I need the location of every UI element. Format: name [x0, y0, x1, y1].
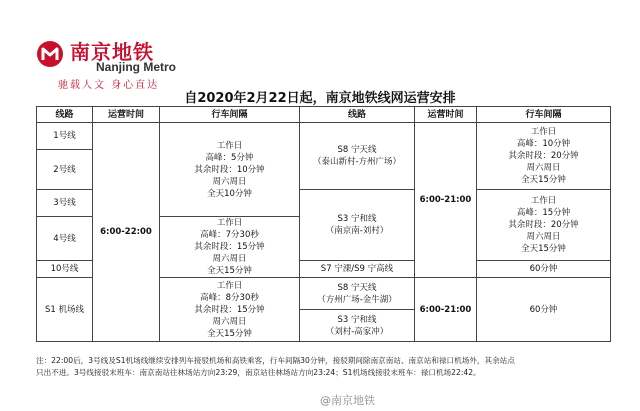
line-10: 10号线 — [37, 261, 93, 278]
line-name: S3 宁和线 — [337, 314, 377, 325]
line-s7-s9: S7 宁溧/S9 宁高线 — [300, 261, 415, 278]
right-hours-a: 6:00-21:00 — [415, 123, 477, 278]
interval-text: 全天15分钟 — [521, 244, 566, 254]
header-hours: 运营时间 — [415, 107, 477, 123]
right-hours-b: 6:00-21:00 — [415, 278, 477, 342]
header-interval: 行车间隔 — [477, 107, 611, 123]
line-section: （泰山新村-方州广场） — [312, 157, 402, 167]
interval-text: 高峰：5分钟 — [205, 152, 254, 163]
interval-text: 工作日 — [216, 218, 243, 228]
interval-text: 全天15分钟 — [207, 266, 252, 276]
interval-text: 工作日 — [530, 127, 557, 137]
line-s8-a — [300, 123, 415, 190]
interval-text: 其余时段：10分钟 — [194, 164, 265, 175]
line-name: S8 宁天线 — [337, 282, 377, 293]
interval-text: 全天10分钟 — [207, 188, 252, 199]
interval-text: 其余时段：15分钟 — [194, 304, 265, 315]
page-title: 自2020年2月22日起，南京地铁线网运营安排 — [184, 91, 456, 106]
footnote-line: 注：22:00后，3号线及S1机场线继续安排列车接驳机场和高铁乘客，行车间隔30分钟，接驳期间除南京南站、南京站和禄口机场外，其余站点 — [36, 356, 515, 365]
header-route: 线路 — [300, 107, 415, 123]
interval-text: 其余时段：20分钟 — [508, 151, 579, 161]
line-section: （刘村-高家冲） — [325, 326, 389, 337]
interval-group-a — [160, 123, 300, 217]
interval-text: 周六周日 — [526, 163, 561, 173]
line-2: 2号线 — [37, 150, 93, 190]
footnote-line: 只出不进。3号线接驳末班车：南京南站往林场站方向23:29，南京站往林场站方向23:24；S1机场线接驳末班车：禄口机场22:42。 — [36, 368, 481, 377]
interval-s3-a — [477, 190, 611, 261]
logo-name-cn: 南京地铁 — [70, 40, 154, 64]
interval-text: 工作日 — [530, 196, 557, 206]
logo-slogan: 驰载人文 身心直达 — [58, 80, 160, 91]
line-name: S3 宁和线 — [337, 214, 377, 224]
left-hours: 6:00-22:00 — [93, 123, 160, 342]
line-4: 4号线 — [37, 217, 93, 261]
line-3: 3号线 — [37, 190, 93, 217]
interval-text: 其余时段：20分钟 — [508, 220, 579, 230]
interval-group-c — [160, 278, 300, 342]
header-interval: 行车间隔 — [160, 107, 300, 123]
line-section: （南京南-刘村） — [325, 226, 389, 236]
line-s1: S1 机场线 — [37, 278, 93, 342]
line-s3-a — [300, 190, 415, 261]
footnote — [36, 355, 610, 379]
interval-text: 周六周日 — [212, 316, 247, 327]
interval-group-b — [160, 217, 300, 278]
interval-text: 周六周日 — [212, 176, 247, 187]
interval-text: 其余时段：15分钟 — [194, 242, 265, 252]
watermark: @南京地铁 — [320, 394, 375, 407]
interval-text: 周六周日 — [526, 232, 561, 242]
interval-text: 高峰：15分钟 — [516, 208, 571, 218]
interval-text: 高峰：10分钟 — [516, 139, 571, 149]
line-name: S8 宁天线 — [337, 145, 377, 155]
logo-name-en: Nanjing Metro — [96, 60, 176, 74]
header-route: 线路 — [37, 107, 93, 123]
interval-text: 周六周日 — [212, 254, 247, 264]
schedule-table — [36, 106, 611, 342]
interval-text: 高峰：7分30秒 — [200, 230, 259, 240]
line-section: （方州广场-金牛湖） — [317, 294, 397, 305]
metro-logo — [18, 6, 193, 91]
interval-s7-s9: 60分钟 — [477, 261, 611, 278]
interval-text: 高峰：8分30秒 — [200, 292, 259, 303]
line-1: 1号线 — [37, 123, 93, 150]
metro-logo-icon — [36, 40, 64, 68]
interval-s8-s3-b: 60分钟 — [477, 278, 611, 342]
interval-s8-a — [477, 123, 611, 190]
interval-text: 全天15分钟 — [521, 175, 566, 185]
line-s3-b — [300, 310, 415, 342]
line-s8-b — [300, 278, 415, 310]
interval-text: 工作日 — [216, 140, 243, 151]
table-header-row — [37, 107, 611, 123]
interval-text: 全天15分钟 — [207, 328, 252, 339]
header-hours: 运营时间 — [93, 107, 160, 123]
interval-text: 工作日 — [216, 280, 243, 291]
